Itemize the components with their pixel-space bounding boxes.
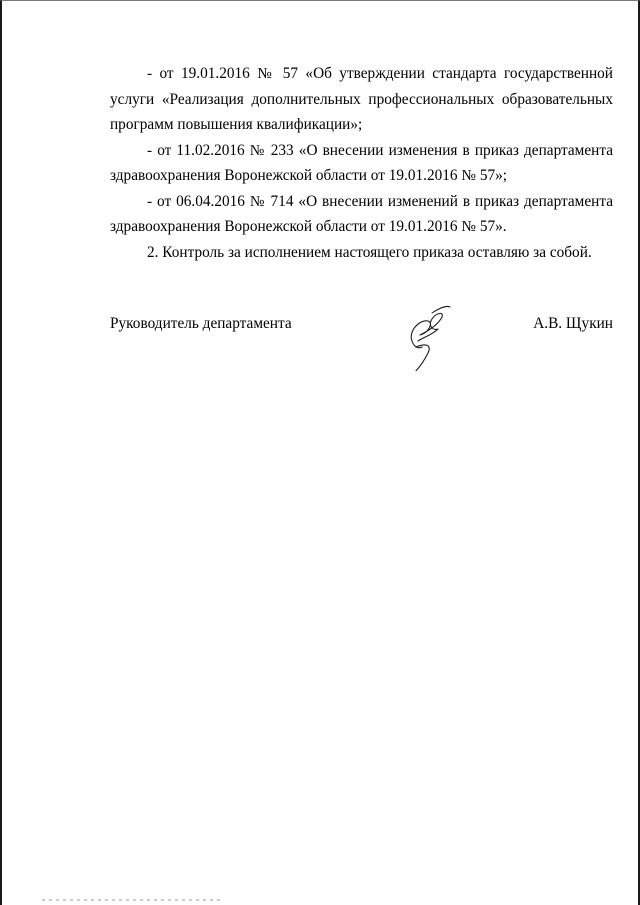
text-line: программ повышения квалификации»;: [110, 116, 363, 133]
signatory-name: А.В. Щукин: [533, 315, 613, 332]
signatory-position: Руководитель департамента: [110, 315, 292, 332]
handwritten-signature-icon: [398, 301, 458, 371]
text-line: - от 19.01.2016 № 57 «Об утверждении стандарта государственной: [147, 65, 613, 82]
scan-artifact: [42, 899, 222, 901]
control-clause: [110, 240, 613, 266]
signature-block: [110, 311, 613, 391]
list-item-order-57: [110, 61, 613, 138]
text-line: здравоохранения Воронежской области от 19.01.2016 № 57».: [110, 218, 507, 235]
document-body: [110, 61, 613, 265]
text-line: 2. Контроль за исполнением настоящего приказа оставляю за собой.: [147, 243, 592, 261]
text-line: - от 06.04.2016 № 714 «О внесении изменений в приказ департамента: [147, 192, 613, 210]
list-item-order-714: [110, 189, 613, 240]
text-line: - от 11.02.2016 № 233 «О внесении изменения в приказ департамента: [147, 141, 613, 159]
text-line: здравоохранения Воронежской области от 19.01.2016 № 57»;: [110, 167, 508, 184]
list-item-order-233: [110, 138, 613, 189]
text-line: услуги «Реализация дополнительных профессиональных образовательных: [110, 90, 613, 108]
